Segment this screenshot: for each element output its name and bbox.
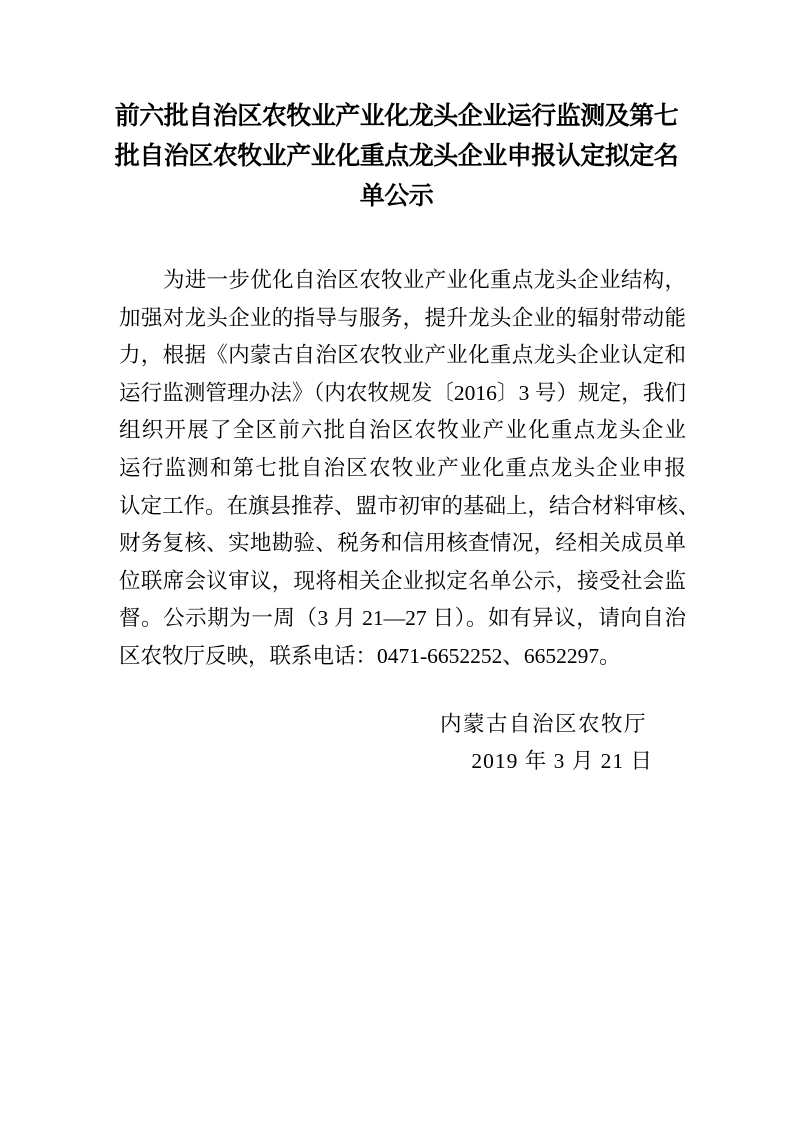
signature-block xyxy=(0,706,793,781)
body-line: 督。公示期为一周（3 月 21—27 日）。如有异议，请向自治 xyxy=(119,606,686,631)
body-line: 运行监测和第七批自治区农牧业产业化重点龙头企业申报 xyxy=(119,455,686,480)
body-line: 认定工作。在旗县推荐、盟市初审的基础上，结合材料审核、 xyxy=(119,493,700,518)
body-line: 区农牧厅反映，联系电话：0471-6652252、6652297。 xyxy=(119,643,621,668)
signature-organization: 内蒙古自治区农牧厅 xyxy=(439,711,647,736)
body-line: 力，根据《内蒙古自治区农牧业产业化重点龙头企业认定和 xyxy=(119,343,686,368)
body-line: 加强对龙头企业的指导与服务，提升龙头企业的辐射带动能 xyxy=(119,305,686,330)
document-body-paragraph xyxy=(119,262,700,676)
body-line: 为进一步优化自治区农牧业产业化重点龙头企业结构， xyxy=(163,268,686,292)
title-line-2: 批自治区农牧业产业化重点龙头企业申报认定拟定名 xyxy=(114,142,679,170)
body-line: 运行监测管理办法》（内农牧规发〔2016〕3 号）规定，我们 xyxy=(119,380,686,405)
body-line: 组织开展了全区前六批自治区农牧业产业化重点龙头企业 xyxy=(119,418,686,443)
signature-date: 2019 年 3 月 21 日 xyxy=(471,749,653,774)
title-line-1: 前六批自治区农牧业产业化龙头企业运行监测及第七 xyxy=(114,102,679,130)
body-line: 财务复核、实地勘验、税务和信用核查情况，经相关成员单 xyxy=(119,531,686,556)
body-line: 位联席会议审议，现将相关企业拟定名单公示，接受社会监 xyxy=(119,568,686,593)
document-title xyxy=(0,0,793,216)
title-line-3: 单公示 xyxy=(359,182,434,210)
